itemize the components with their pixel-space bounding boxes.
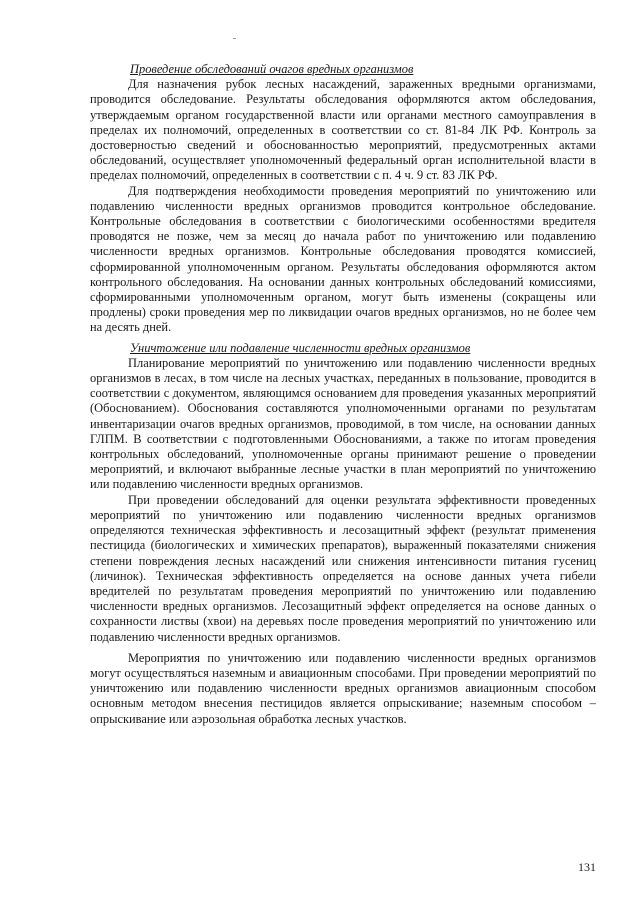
page-number: 131 [578,860,596,874]
paragraph-pest-control-1: Планирование мероприятий по уничтожению или подавлению численности вредных организмов в лесах, в том числе на лесных участках, переданных в пользование, проводится в соответствии с документом, являющимся основанием для проведения указанных мероприятий (Обоснованием). Обоснования составляются уполномоченными органами по результатам инвентаризации очагов вредных организмов, проводимой, в том числе, на основании данных ГЛПМ. В соответствии с подготовленными Обоснованиями, а также по итогам проведения контрольных обследований, уполномоченные органы принимают решение о проведении мероприятий, и включают выбранные лесные участки в план мероприятий по уничтожению или подавлению численности вредных организмов. [90,355,596,492]
document-page [90,62,596,727]
paragraph-surveys-1: Для назначения рубок лесных насаждений, зараженных вредными организмами, проводится обследование. Результаты обследования оформляются актом обследования, утверждаемым органом государственной власти или органами местного самоуправления в пределах их полномочий, определенных в соответствии со ст. 81-84 ЛК РФ. Контроль за достоверностью сведений и обоснованностью мероприятий, предусмотренных актами обследований, осуществляет уполномоченный федеральный орган исполнительной власти в пределах полномочий, определенных в соответствии с п. 4 ч. 9 ст. 83 ЛК РФ. [90,77,596,183]
paragraph-pest-control-3: Мероприятия по уничтожению или подавлению численности вредных организмов могут осуществляться наземным и авиационным способами. При проведении мероприятий по уничтожению или подавлению численности вредных организмов авиационным способом основным методом внесения пестицидов является опрыскивание; наземным способом – опрыскивание или аэрозольная обработка лесных участков. [90,650,596,726]
scan-mark [233,38,236,39]
paragraph-surveys-2: Для подтверждения необходимости проведения мероприятий по уничтожению или подавлению численности вредных организмов проводится контрольное обследование. Контрольные обследования в соответствии с биологическими особенностями вредителя проводятся не позже, чем за месяц до начала работ по уничтожению или подавлению численности вредных организмов. Контрольные обследования проводятся комиссией, сформированной уполномоченным органом. Результаты обследования оформляются актом контрольного обследования. На основании данных контрольных обследований комиссиями, сформированными уполномоченным органом, могут быть изменены (сокращены или продлены) сроки проведения мер по ликвидации очагов вредных организмов, но не более чем на десять дней. [90,183,596,335]
paragraph-pest-control-2: При проведении обследований для оценки результата эффективности проведенных мероприятий по уничтожению или подавлению численности вредных организмов определяются техническая эффективность и лесозащитный эффект (результат применения пестицида (биологических и химических препаратов), выраженный показателями снижения степени повреждения лесных насаждений или снижения интенсивности питания гусениц (личинок). Техническая эффективность определяется на основе данных учета гибели вредителей по результатам проведения мероприятий по уничтожению или подавлению численности вредных организмов. Лесозащитный эффект определяется на основе данных о сохранности листвы (хвои) на деревьях после проведения мероприятий по уничтожению или подавлению численности вредных организмов. [90,492,596,644]
section-heading-surveys: Проведение обследований очагов вредных организмов [130,62,414,76]
section-heading-pest-control: Уничтожение или подавление численности вредных организмов [130,340,471,355]
